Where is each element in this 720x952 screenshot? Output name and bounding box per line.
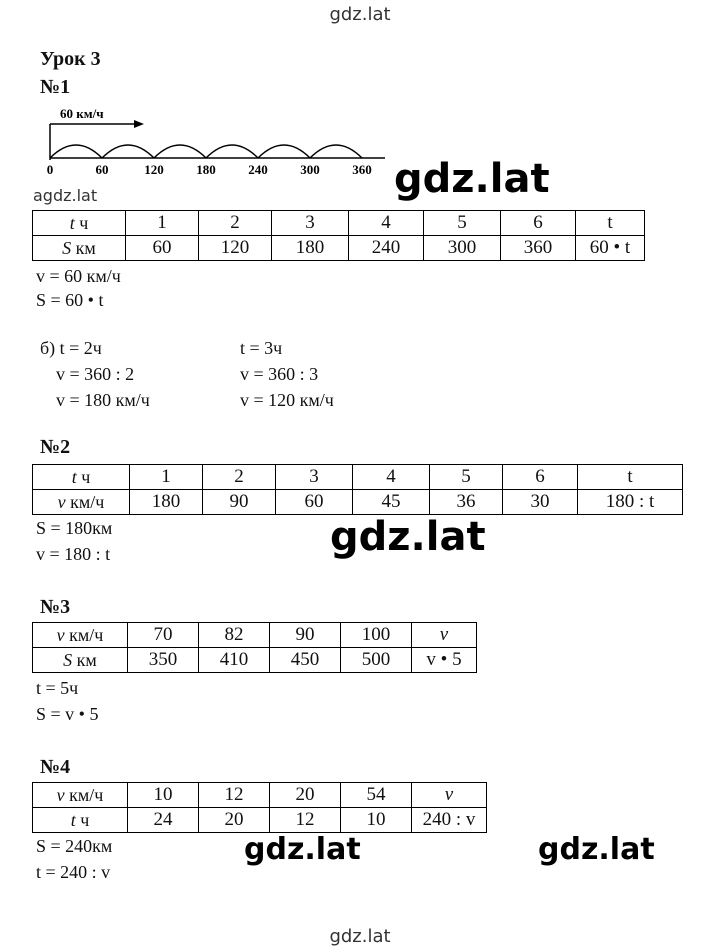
table-cell: 1 <box>130 465 203 490</box>
tick-label: 360 <box>352 162 372 177</box>
row-header: v км/ч <box>33 783 128 808</box>
task1-b-right-1: t = 3ч <box>240 338 283 358</box>
table-cell: 240 : v <box>412 808 487 833</box>
lesson-title: Урок 3 <box>40 48 101 70</box>
task3-number: №3 <box>40 596 71 618</box>
task1-number: №1 <box>40 76 71 98</box>
watermark: gdz.lat <box>394 156 550 202</box>
jump-arc <box>102 145 154 158</box>
table-row <box>33 808 487 833</box>
table-cell: 360 <box>501 236 576 261</box>
table-row <box>33 783 487 808</box>
number-line-diagram <box>30 100 400 180</box>
table-cell: 90 <box>203 490 276 515</box>
task1-line-2: S = 60 • t <box>36 290 104 310</box>
table-cell: 2 <box>203 465 276 490</box>
site-label-small: agdz.lat <box>33 186 98 205</box>
table-cell <box>412 623 477 648</box>
table-cell: 410 <box>199 648 270 673</box>
jump-arc <box>154 145 206 158</box>
tick-label: 0 <box>46 162 54 177</box>
tick-label: 180 <box>196 162 216 177</box>
watermark: gdz.lat <box>330 514 486 560</box>
jump-arc <box>50 145 102 158</box>
table-row <box>33 236 645 261</box>
table-row <box>33 623 477 648</box>
row-header: v км/ч <box>33 623 128 648</box>
task2-line-2: v = 180 : t <box>36 544 111 564</box>
table-cell: 10 <box>341 808 412 833</box>
task2-number: №2 <box>40 436 71 458</box>
table-cell: 12 <box>270 808 341 833</box>
task2-table <box>32 464 683 515</box>
row-header: t ч <box>33 808 128 833</box>
row-header: v км/ч <box>33 490 130 515</box>
task3-table <box>32 622 477 673</box>
task1-b-left-2: v = 360 : 2 <box>56 364 135 384</box>
task3-line-2: S = v • 5 <box>36 704 99 724</box>
table-cell: v • 5 <box>412 648 477 673</box>
table-cell: 6 <box>501 211 576 236</box>
table-cell: 500 <box>341 648 412 673</box>
table-row <box>33 490 683 515</box>
row-header: S км <box>33 236 126 261</box>
table-cell: 20 <box>270 783 341 808</box>
watermark: gdz.lat <box>244 832 361 867</box>
task1-table <box>32 210 645 261</box>
table-cell: 2 <box>199 211 272 236</box>
table-cell: 1 <box>126 211 199 236</box>
variable-v: v <box>439 624 449 645</box>
site-title-top: gdz.lat <box>329 4 391 25</box>
table-cell: 3 <box>272 211 349 236</box>
table-cell: 60 <box>126 236 199 261</box>
table-cell: 24 <box>128 808 199 833</box>
tick-labels <box>47 162 372 177</box>
table-cell: 180 : t <box>578 490 683 515</box>
variable-v: v <box>444 784 454 805</box>
table-cell: 36 <box>430 490 503 515</box>
table-cell: 5 <box>430 465 503 490</box>
table-cell: 350 <box>128 648 199 673</box>
table-cell: 60 <box>276 490 353 515</box>
row-header: t ч <box>33 465 130 490</box>
jump-arc <box>206 145 258 158</box>
tick-label: 240 <box>248 162 268 177</box>
table-cell: 240 <box>349 236 424 261</box>
tick-label: 60 <box>95 162 109 177</box>
table-cell: 450 <box>270 648 341 673</box>
table-cell: 180 <box>130 490 203 515</box>
table-cell: 54 <box>341 783 412 808</box>
table-cell: 300 <box>424 236 501 261</box>
task1-b-left-3: v = 180 км/ч <box>56 390 150 410</box>
table-cell: 5 <box>424 211 501 236</box>
table-cell: 180 <box>272 236 349 261</box>
tick-label: 120 <box>144 162 164 177</box>
task4-line-1: S = 240км <box>36 836 113 856</box>
table-cell: 90 <box>270 623 341 648</box>
table-cell: 4 <box>353 465 430 490</box>
table-cell: 20 <box>199 808 270 833</box>
jump-arc <box>258 145 310 158</box>
jump-arcs <box>50 145 362 158</box>
table-cell: 45 <box>353 490 430 515</box>
table-cell: 70 <box>128 623 199 648</box>
task4-number: №4 <box>40 756 71 778</box>
table-cell: 60 • t <box>576 236 645 261</box>
table-cell: 120 <box>199 236 272 261</box>
row-header: S км <box>33 648 128 673</box>
table-cell: 100 <box>341 623 412 648</box>
table-cell: 6 <box>503 465 578 490</box>
table-cell <box>412 783 487 808</box>
tick-label: 300 <box>300 162 320 177</box>
table-cell: 30 <box>503 490 578 515</box>
jump-arc <box>310 145 362 158</box>
table-cell: 3 <box>276 465 353 490</box>
watermark: gdz.lat <box>538 832 655 867</box>
task1-b-right-3: v = 120 км/ч <box>240 390 334 410</box>
task1-b-left-1: б) t = 2ч <box>40 338 102 358</box>
table-cell: 10 <box>128 783 199 808</box>
task2-line-1: S = 180км <box>36 518 113 538</box>
table-row <box>33 648 477 673</box>
arrow-head-icon <box>134 120 144 128</box>
speed-label: 60 км/ч <box>60 106 104 121</box>
task4-line-2: t = 240 : v <box>36 862 111 882</box>
task4-table <box>32 782 487 833</box>
table-cell: t <box>578 465 683 490</box>
table-row <box>33 211 645 236</box>
row-header: t ч <box>33 211 126 236</box>
task1-line-1: v = 60 км/ч <box>36 266 121 286</box>
table-cell: 4 <box>349 211 424 236</box>
table-row <box>33 465 683 490</box>
site-title-bottom: gdz.lat <box>329 926 391 947</box>
table-cell: 82 <box>199 623 270 648</box>
task3-line-1: t = 5ч <box>36 678 79 698</box>
task1-b-right-2: v = 360 : 3 <box>240 364 319 384</box>
table-cell: 12 <box>199 783 270 808</box>
table-cell: t <box>576 211 645 236</box>
